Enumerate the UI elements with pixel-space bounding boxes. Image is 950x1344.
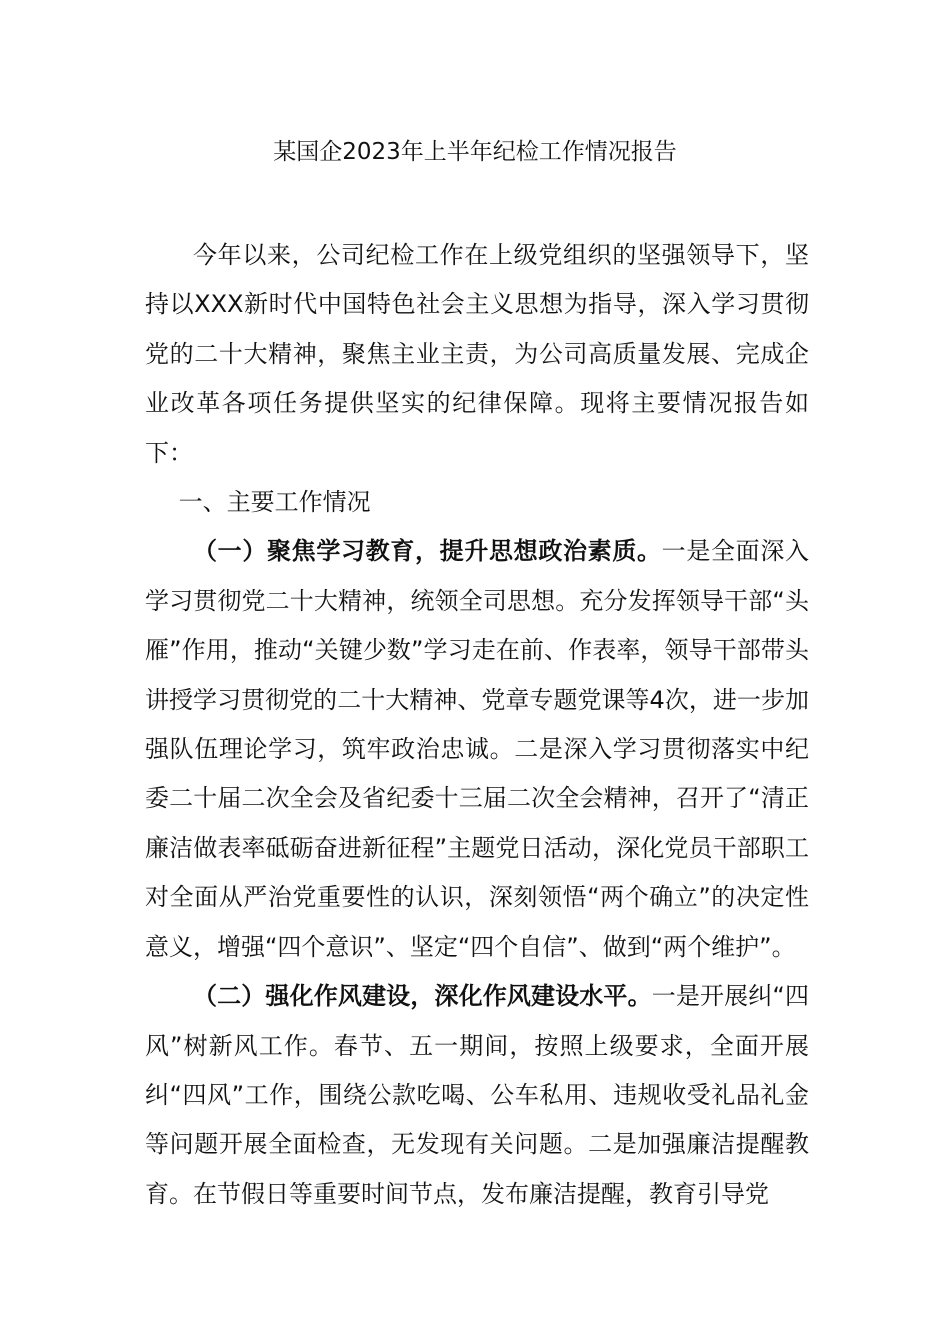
item-2-text: 一是开展纠“四风”树新风工作。春节、五一期间，按照上级要求，全面开展纠“四风”工作，围绕公款吃喝、公车私用、违规收受礼品礼金等问题开展全面检查，无发现有关问题。二是加强廉洁提醒教育。在节假日等重要时间节点，发布廉洁提醒，教育引导党 (145, 982, 810, 1208)
item-paragraph-2 (145, 972, 809, 1219)
intro-paragraph: 今年以来，公司纪检工作在上级党组织的坚强领导下，坚持以XXX新时代中国特色社会主义思想为指导，深入学习贯彻党的二十大精神，聚焦主业主责，为公司高质量发展、完成企业改革各项任务提供坚实的纪律保障。现将主要情况报告如下： (145, 241, 809, 467)
item-1-text: 一是全面深入学习贯彻党二十大精神，统领全司思想。充分发挥领导干部“头雁”作用，推动“关键少数”学习走在前、作表率，领导干部带头讲授学习贯彻党的二十大精神、党章专题党课等4次，进一步加强队伍理论学习，筑牢政治忠诚。二是深入学习贯彻落实中纪委二十届二次全会及省纪委十三届二次全会精神，召开了“清正廉洁做表率砥砺奋进新征程”主题党日活动，深化党员干部职工对全面从严治党重要性的认识，深刻领悟“两个确立”的决定性意义，增强“四个意识”、坚定“四个自信”、做到“两个维护”。 (145, 537, 810, 961)
document-body (145, 231, 809, 1219)
item-1-lead: （一）聚焦学习教育，提升思想政治素质。 (193, 537, 662, 566)
item-2-lead: （二）强化作风建设，深化作风建设水平。 (193, 982, 652, 1011)
document-title: 某国企2023年上半年纪检工作情况报告 (273, 139, 677, 165)
section-heading: 一、主要工作情况 (178, 488, 371, 517)
item-paragraph-1 (145, 527, 809, 972)
